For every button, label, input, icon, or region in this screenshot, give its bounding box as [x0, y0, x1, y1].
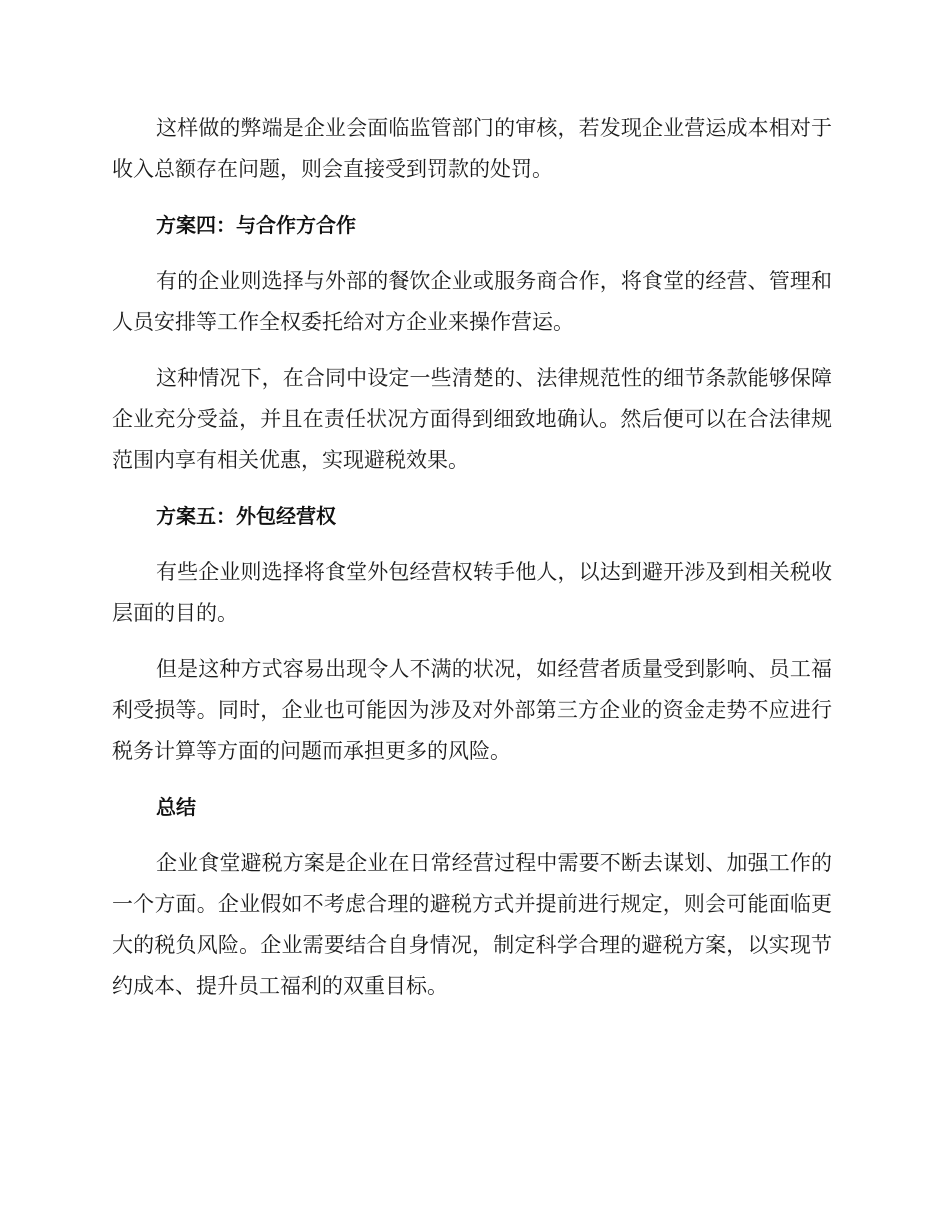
heading-plan-five: 方案五：外包经营权 — [156, 504, 336, 528]
paragraph-penalty-risk: 这样做的弊端是企业会面临监管部门的审核，若发现企业营运成本相对于收入总额存在问题，则会直接受到罚款的处罚。 — [112, 116, 832, 181]
paragraph-contract-terms: 这种情况下，在合同中设定一些清楚的、法律规范性的细节条款能够保障企业充分受益，并且在责任状况方面得到细致地确认。然后便可以在合法律规范围内享有相关优惠，实现避税效果。 — [112, 366, 832, 472]
paragraph-outsource-rights: 有些企业则选择将食堂外包经营权转手他人，以达到避开涉及到相关税收层面的目的。 — [112, 560, 832, 625]
paragraph-outsourced-partner: 有的企业则选择与外部的餐饮企业或服务商合作，将食堂的经营、管理和人员安排等工作全权委托给对方企业来操作营运。 — [112, 269, 832, 334]
paragraph-outsource-risks: 但是这种方式容易出现令人不满的状况，如经营者质量受到影响、员工福利受损等。同时，企业也可能因为涉及对外部第三方企业的资金走势不应进行税务计算等方面的问题而承担更多的风险。 — [112, 657, 832, 763]
paragraph-summary: 企业食堂避税方案是企业在日常经营过程中需要不断去谋划、加强工作的一个方面。企业假如不考虑合理的避税方式并提前进行规定，则会可能面临更大的税负风险。企业需要结合自身情况，制定科学合理的避税方案，以实现节约成本、提升员工福利的双重目标。 — [112, 851, 832, 998]
document-body — [112, 108, 832, 1022]
heading-plan-four: 方案四：与合作方合作 — [156, 213, 356, 237]
heading-summary: 总结 — [156, 795, 196, 819]
